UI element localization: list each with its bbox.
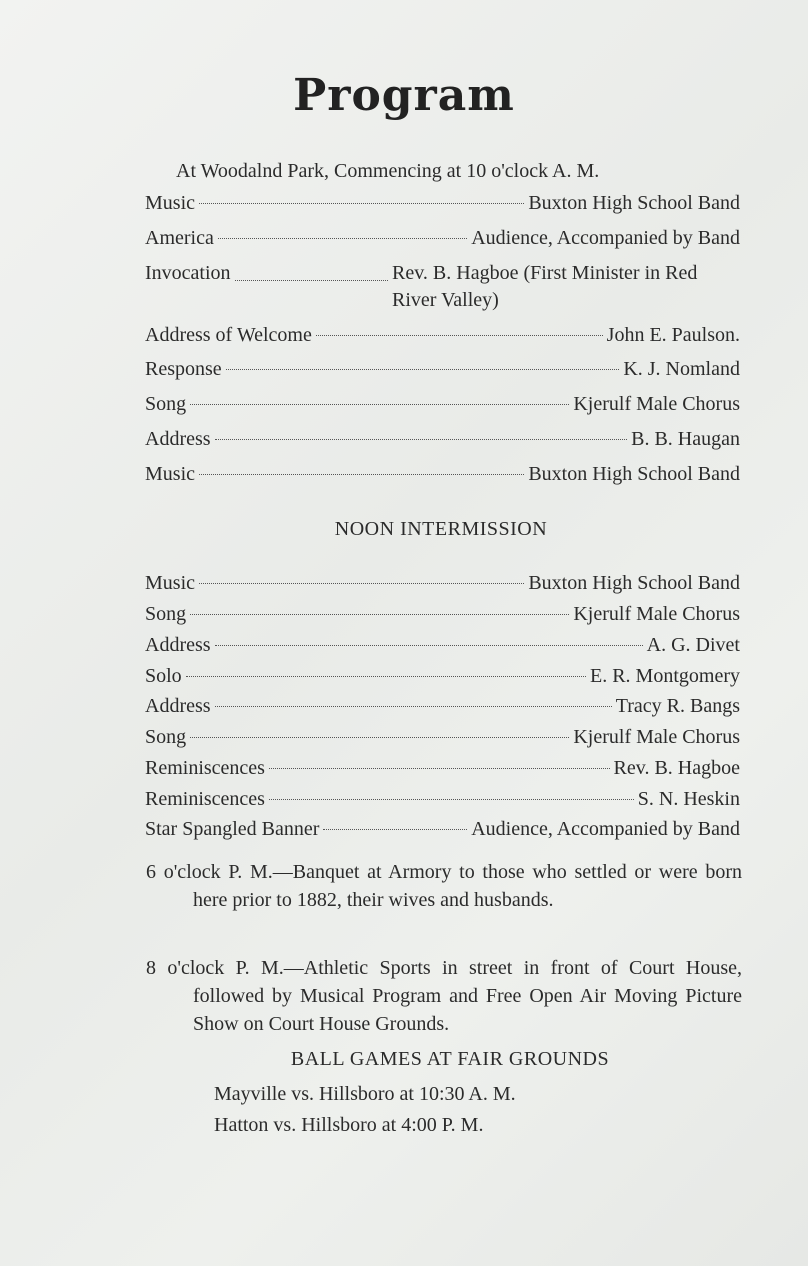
program-item: [145, 632, 740, 659]
item-value: Audience, Accompanied by Band: [471, 227, 740, 249]
leader-dots: [269, 799, 634, 800]
program-item: [145, 601, 740, 628]
item-value: S. N. Heskin: [637, 788, 740, 810]
evening-event: 6 o'clock P. M.—Banquet at Armory to those who settled or were born here prior to 1882, their wives and husbands.: [146, 861, 742, 911]
item-label: Address: [145, 428, 211, 450]
leader-dots: [269, 768, 610, 769]
program-item: [145, 724, 740, 751]
leader-dots: [215, 706, 612, 707]
item-label: Reminiscences: [145, 788, 265, 810]
leader-dots: [190, 614, 569, 615]
program-item: [145, 426, 740, 453]
item-value: Buxton High School Band: [528, 192, 740, 214]
ball-games-heading: BALL GAMES AT FAIR GROUNDS: [290, 1048, 610, 1070]
item-label: Song: [145, 393, 187, 415]
page-title: Program: [293, 70, 515, 121]
leader-dots: [186, 676, 586, 677]
item-value: Buxton High School Band: [528, 463, 740, 485]
leader-dots: [215, 645, 643, 646]
item-label: Address: [145, 695, 211, 717]
item-label: America: [145, 227, 214, 249]
program-item: [145, 693, 740, 720]
item-value: Buxton High School Band: [528, 572, 740, 594]
item-label: Solo: [145, 665, 182, 687]
leader-dots: [316, 335, 603, 336]
leader-dots: [190, 737, 569, 738]
item-value: Kjerulf Male Chorus: [573, 603, 740, 625]
leader-dots: [199, 583, 524, 584]
item-label: Response: [145, 358, 222, 380]
item-value: Tracy R. Bangs: [615, 695, 740, 717]
intermission-heading: NOON INTERMISSION: [334, 518, 548, 540]
leader-dots: [199, 203, 524, 204]
item-label: Song: [145, 726, 187, 748]
program-item: [145, 816, 740, 843]
program-item: [145, 663, 740, 690]
item-label: Song: [145, 603, 187, 625]
program-item: [145, 570, 740, 597]
item-value: B. B. Haugan: [631, 428, 740, 450]
leader-dots: [199, 474, 524, 475]
item-label: Star Spangled Banner: [145, 818, 320, 840]
program-item: [145, 391, 740, 418]
item-value: Rev. B. Hagboe: [613, 757, 740, 779]
program-item: [145, 461, 740, 488]
item-label: Address of Welcome: [145, 324, 312, 346]
item-label: Invocation: [145, 262, 231, 284]
ball-game: Mayville vs. Hillsboro at 10:30 A. M.: [214, 1083, 516, 1105]
program-item: [145, 356, 740, 383]
item-value: A. G. Divet: [646, 634, 740, 656]
program-item: [145, 755, 740, 782]
subtitle: At Woodalnd Park, Commencing at 10 o'clock A. M.: [176, 160, 600, 182]
item-value: Audience, Accompanied by Band: [471, 818, 740, 840]
evening-event: 8 o'clock P. M.—Athletic Sports in street in front of Court House, followed by Musical Program and Free Open Air Moving Picture Show on Court House Grounds.: [146, 957, 742, 1035]
item-value: Kjerulf Male Chorus: [573, 393, 740, 415]
program-item: [145, 786, 740, 813]
leader-dots: [235, 280, 388, 281]
leader-dots: [215, 439, 628, 440]
item-label: Music: [145, 192, 195, 214]
item-label: Music: [145, 572, 195, 594]
leader-dots: [226, 369, 620, 370]
leader-dots: [323, 829, 467, 830]
program-item: [145, 260, 740, 314]
item-value: K. J. Nomland: [623, 358, 740, 380]
item-value: John E. Paulson.: [606, 324, 740, 346]
item-label: Address: [145, 634, 211, 656]
leader-dots: [190, 404, 569, 405]
item-label: Reminiscences: [145, 757, 265, 779]
program-item: [145, 322, 740, 349]
item-value: Kjerulf Male Chorus: [573, 726, 740, 748]
program-item: [145, 190, 740, 217]
item-value: Rev. B. Hagboe (First Minister in Red River Valley): [392, 262, 698, 311]
program-item: [145, 225, 740, 252]
item-value: E. R. Montgomery: [590, 665, 740, 687]
ball-game: Hatton vs. Hillsboro at 4:00 P. M.: [214, 1114, 484, 1136]
leader-dots: [218, 238, 467, 239]
item-label: Music: [145, 463, 195, 485]
